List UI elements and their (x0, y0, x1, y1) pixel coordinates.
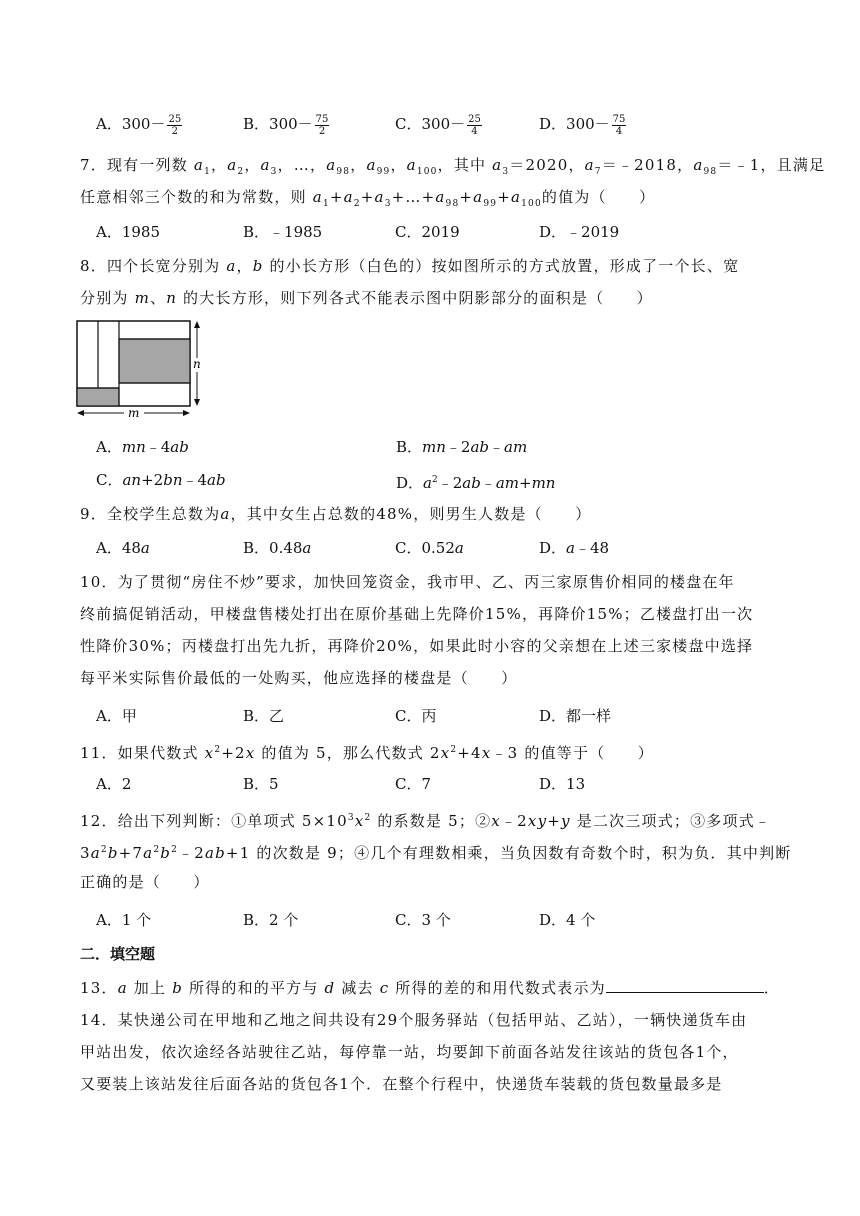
q7-option-b: B．﹣1985 (243, 223, 323, 241)
q8-figure (74, 318, 206, 420)
q14-stem-line2: 甲站出发，依次途经各站驶往乙站，每停靠一站，均要卸下前面各站发往该站的货包各1个， (80, 1043, 739, 1061)
q8-option-b: B．mn﹣2ab﹣am (396, 438, 528, 456)
q8-option-c: C．an+2bn﹣4ab (96, 471, 226, 489)
q13-stem: 13．a 加上 b 所得的和的平方与 d 减去 c 所得的差的和用代数式表示为 ． (80, 979, 781, 997)
q12-option-b: B．2 个 (243, 911, 299, 929)
q9-option-d: D．a﹣48 (539, 539, 610, 557)
section-title: 二．填空题 (80, 945, 156, 963)
q12-option-c: C．3 个 (395, 911, 451, 929)
q8-stem-line1: 8．四个长宽分别为 a，b 的小长方形（白色的）按如图所示的方式放置，形成了一个长、宽 (80, 257, 740, 275)
q10-option-a: A．甲 (96, 707, 137, 725)
shaded-region-top (119, 339, 190, 383)
q14-stem-line1: 14．某快递公司在甲地和乙地之间共设有29个服务驿站（包括甲站、乙站），一辆快递货车由 (80, 1011, 748, 1029)
q12-option-d: D．4 个 (539, 911, 596, 929)
q6-option-b: B．300－ $\frac{75}{2}$ (243, 113, 329, 137)
q10-option-c: C．丙 (395, 707, 437, 725)
q12-stem-line1: 12．给出下列判断：①单项式 $5\times 10^3x^2$ 的系数是 5；②x﹣2xy+y 是二次三项式；③多项式﹣ (80, 812, 772, 830)
q10-stem-line2: 终前搞促销活动，甲楼盘售楼处打出在原价基础上先降价15%，再降价15%；乙楼盘打出一次 (80, 605, 754, 623)
fraction: $\frac{25}{4}$ (468, 113, 481, 137)
fraction: $\frac{75}{4}$ (612, 113, 626, 137)
q7-stem-line2: 任意相邻三个数的和为常数，则 $a_1+a_2+a_3+\dots+a_{98}+a_{99}+a_{100}$的值为（ ） (80, 188, 656, 209)
q7-option-c: C．2019 (395, 223, 460, 241)
label-m: m (128, 406, 140, 420)
q14-stem-line3: 又要装上该站发往后面各站的货包各1个．在整个行程中，快递货车装载的货包数量最多是 (80, 1075, 723, 1093)
q7-option-d: D．﹣2019 (539, 223, 620, 241)
q11-option-d: D．13 (539, 775, 586, 793)
q8-stem-line2: 分别为 m、n 的大长方形，则下列各式不能表示图中阴影部分的面积是（ ） (80, 289, 653, 307)
label-n: n (193, 357, 201, 371)
q7-stem-line1: 7．现有一列数 $a_1$，$a_2$，$a_3$，…，$a_{98}$，$a_{99}$，$a_{100}$，其中 $a_3=2020$，$a_7=﹣2018$，$a_{98}=﹣1$，且满足 (80, 156, 826, 177)
shaded-region-bottom (77, 388, 119, 406)
q12-stem-line3: 正确的是（ ） (80, 873, 210, 891)
q9-option-b: B．0.48a (243, 539, 312, 557)
q10-stem-line3: 性降价30%；丙楼盘打出先九折，再降价20%，如果此时小容的父亲想在上述三家楼盘中选择 (80, 637, 754, 655)
q8-option-d: D．$a^2﹣2ab﹣am+mn$ (396, 474, 556, 492)
q11-option-c: C．7 (395, 775, 432, 793)
q11-option-a: A．2 (96, 775, 132, 793)
q8-option-a: A．mn﹣4ab (96, 438, 189, 456)
q6-option-a: A．300－ $\frac{25}{2}$ (96, 113, 182, 137)
fraction: $\frac{25}{2}$ (168, 113, 182, 137)
answer-blank[interactable] (606, 978, 764, 993)
q6-option-d: D．300－ $\frac{75}{4}$ (539, 113, 626, 137)
q6-option-c: C．300－ $\frac{25}{4}$ (395, 113, 481, 137)
q11-stem: 11．如果代数式 $x^2+2x$ 的值为 5，那么代数式 $2x^2+4x﹣3$ 的值等于（ ） (80, 744, 654, 762)
q10-option-b: B．乙 (243, 707, 285, 725)
q10-stem-line4: 每平米实际售价最低的一处购买，他应选择的楼盘是（ ） (80, 669, 518, 687)
q9-option-a: A．48a (96, 539, 150, 557)
q7-option-a: A．1985 (96, 223, 161, 241)
q12-option-a: A．1 个 (96, 911, 152, 929)
q11-option-b: B．5 (243, 775, 279, 793)
q10-option-d: D．都一样 (539, 707, 612, 725)
q9-stem: 9．全校学生总数为a，其中女生占总数的48%，则男生人数是（ ） (80, 505, 592, 523)
fraction: $\frac{75}{2}$ (315, 113, 329, 137)
q12-stem-line2: $3a^2b+7a^2b^2﹣2ab+1$ 的次数是 9；④几个有理数相乘，当负因数有奇数个时，积为负．其中判断 (80, 844, 792, 862)
q10-stem-line1: 10．为了贯彻“房住不炒”要求，加快回笼资金，我市甲、乙、丙三家原售价相同的楼盘在年 (80, 573, 735, 591)
q9-option-c: C．0.52a (395, 539, 464, 557)
